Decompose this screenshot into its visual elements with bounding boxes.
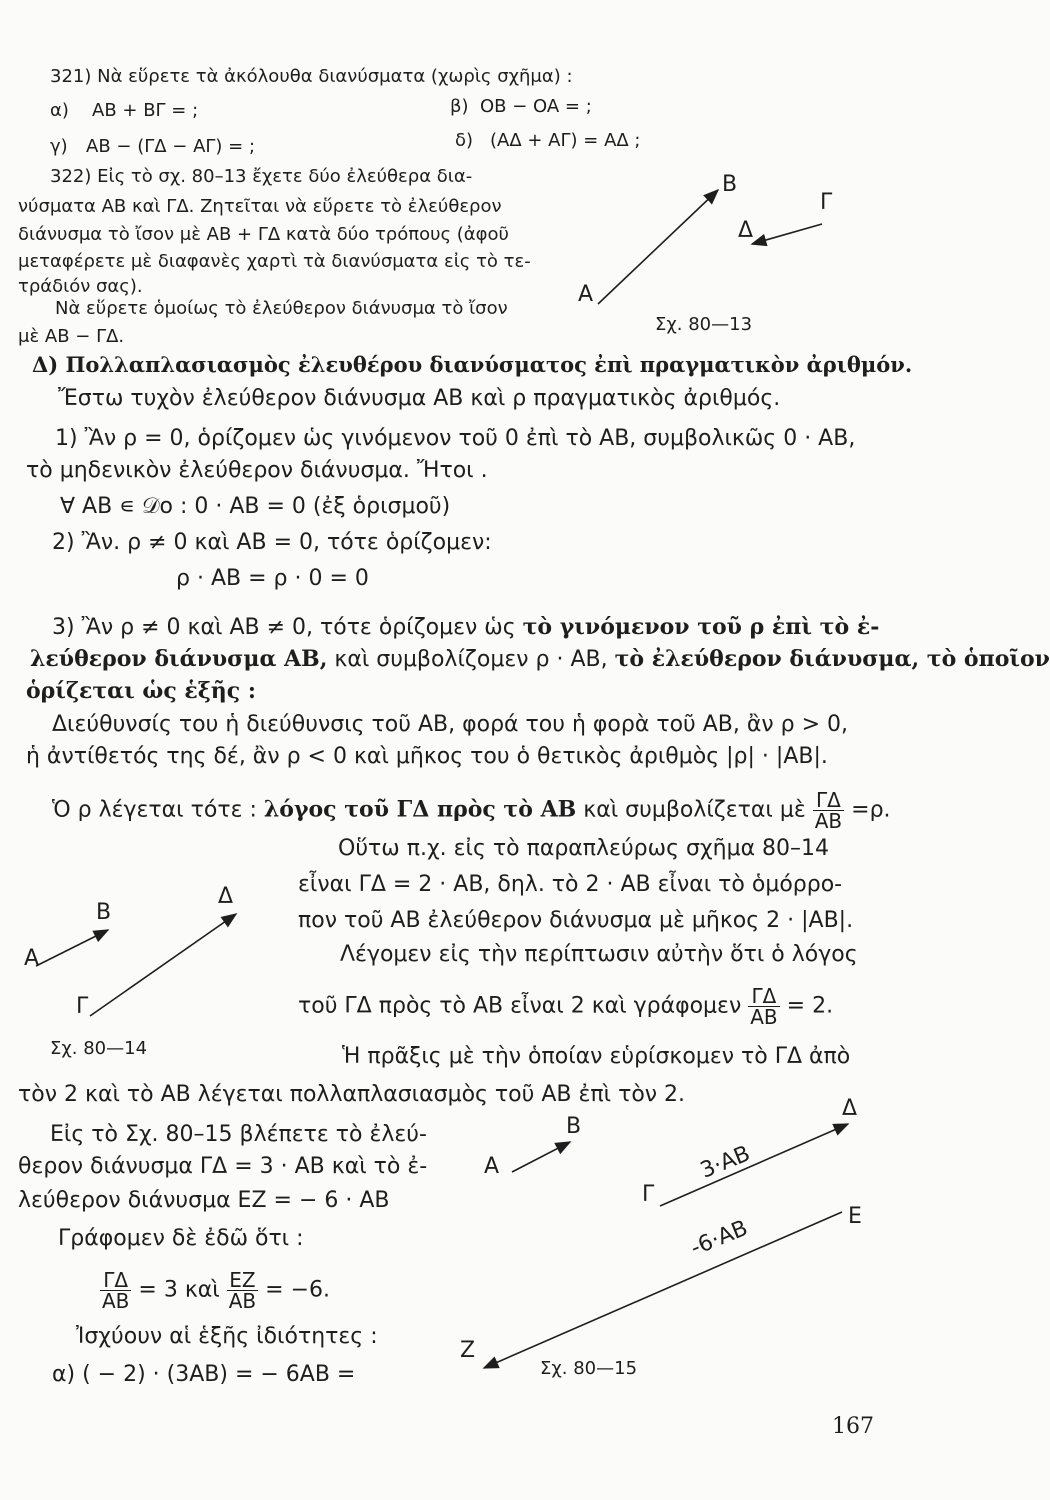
ex321-a-expr: AB + BΓ = ; [92, 100, 199, 121]
p2-formula: ρ · AB = ρ · 0 = 0 [176, 566, 369, 591]
fig14-label-g: Γ [76, 994, 89, 1019]
example-l8: Εἰς τὸ Σχ. 80–15 βλέπετε τὸ ἐλεύ- [50, 1122, 427, 1147]
fig15-label-z: Z [460, 1338, 476, 1363]
ex322-line5: τράδιόν σας). [18, 276, 143, 297]
example-l5-num: ΓΔ [748, 986, 779, 1007]
section-intro: Ἔστω τυχὸν ἐλεύθερον διάνυσμα AB καὶ ρ πραγματικὸς ἀριθμός. [58, 386, 781, 411]
fig15-label-a: A [484, 1154, 500, 1179]
f1-eq: = 3 καὶ [138, 1277, 220, 1303]
example-l3: πον τοῦ AB ἐλεύθερον διάνυσμα μὲ μῆκος 2 · |AB|. [298, 908, 854, 933]
ex322-line1: 322) Εἰς τὸ σχ. 80–13 ἔχετε δύο ἐλεύθερα δια- [50, 166, 473, 187]
example-l11: Γράφομεν δὲ ἐδῶ ὅτι : [58, 1226, 304, 1251]
ratio-line-b: λόγος τοῦ ΓΔ πρὸς τὸ AB [263, 796, 577, 823]
example-l12: Ἰσχύουν αἱ ἑξῆς ἰδιότητες : [76, 1324, 378, 1349]
example-l7: τὸν 2 καὶ τὸ AB λέγεται πολλαπλασιασμὸς τοῦ AB ἐπὶ τὸν 2. [18, 1082, 686, 1107]
fig15-vector-ez [484, 1212, 842, 1368]
example-l5-a: τοῦ ΓΔ πρὸς τὸ AB εἶναι 2 καὶ γράφομεν [298, 993, 742, 1019]
fig15-label-b: B [566, 1114, 582, 1139]
ratio-eq: =ρ. [851, 797, 891, 823]
ex322-line3: διάνυσμα τὸ ἴσον μὲ AB + ΓΔ κατὰ δύο τρόπους (ἀφοῦ [18, 224, 509, 245]
fig13-caption: Σχ. 80—13 [655, 314, 753, 335]
p2-line1: 2) Ἂν. ρ ≠ 0 καὶ AB = 0, τότε ὁρίζομεν: [52, 530, 492, 555]
p1-line1: 1) Ἂν ρ = 0, ὁρίζομεν ὡς γινόμενον τοῦ 0 ἐπὶ τὸ AB, συμβολικῶς 0 · AB, [55, 426, 856, 451]
ex321-d-label: δ) [455, 130, 474, 151]
fig13-label-d: Δ [738, 218, 754, 243]
example-l4: Λέγομεν εἰς τὴν περίπτωσιν αὐτὴν ὅτι ὁ λόγος [340, 942, 858, 967]
fig15-label-minus6ab: -6·AB [687, 1215, 752, 1262]
fig14-label-a: A [24, 946, 40, 971]
ex322-line2: νύσματα AB καὶ ΓΔ. Ζητεῖται νὰ εὕρετε τὸ ἐλεύθερον [18, 196, 502, 217]
fig14-label-d: Δ [218, 884, 234, 909]
example-l6: Ἡ πρᾶξις μὲ τὴν ὁποίαν εὑρίσκομεν τὸ ΓΔ ἀπὸ [342, 1044, 851, 1069]
ex321-intro: 321) Νὰ εὕρετε τὰ ἀκόλουθα διανύσματα (χωρὶς σχῆμα) : [50, 66, 573, 87]
fig15-label-g: Γ [642, 1182, 655, 1207]
p3-line3: ὁρίζεται ὡς ἑξῆς : [26, 678, 256, 704]
fig15-label-3ab: 3·AB [696, 1141, 754, 1184]
ratio-num: ΓΔ [813, 790, 844, 811]
ex322-line6: Νὰ εὕρετε ὁμοίως τὸ ἐλεύθερον διάνυσμα τὸ ἴσον [55, 298, 508, 319]
ex321-b-label: β) [450, 96, 469, 117]
example-l5-den: AB [750, 1005, 778, 1029]
fig15-caption: Σχ. 80—15 [540, 1358, 638, 1379]
section-heading: Δ) Πολλαπλασιασμὸς ἐλευθέρου διανύσματος ἐπὶ πραγματικὸν ἀριθμόν. [32, 352, 913, 377]
f2-num: EZ [227, 1270, 258, 1291]
example-l2: εἶναι ΓΔ = 2 · AB, δηλ. τὸ 2 · AB εἶναι τὸ ὁμόρρο- [298, 872, 843, 897]
fig13-label-b: B [722, 172, 738, 197]
fig14-label-b: B [96, 900, 112, 925]
ratio-line-a: Ὁ ρ λέγεται τότε : [52, 797, 257, 823]
ex321-c-expr: AB − (ΓΔ − AΓ) = ; [86, 136, 256, 157]
f2-den: AB [228, 1289, 257, 1313]
ratio-den: AB [814, 809, 843, 833]
fig14-caption: Σχ. 80—14 [50, 1038, 148, 1059]
fig13-label-a: A [578, 282, 594, 307]
ex322-line4: μεταφέρετε μὲ διαφανὲς χαρτὶ τὰ διανύσματα εἰς τὸ τε- [18, 251, 531, 272]
example-l13: α) ( − 2) · (3AB) = − 6AB = [52, 1362, 356, 1387]
p3-line2-a: λεύθερον διάνυσμα AB, [30, 646, 328, 672]
example-l1: Οὕτω π.χ. εἰς τὸ παραπλεύρως σχῆμα 80–14 [338, 836, 830, 861]
fig15-label-d: Δ [842, 1096, 858, 1121]
p1-formula: ∀ AB ∊ 𝒟o : 0 · AB = 0 (ἐξ ὁρισμοῦ) [60, 494, 451, 519]
p3-line2-c: τὸ ἐλεύθερον διάνυσμα, τὸ ὁποῖον [614, 646, 1050, 672]
ex321-b-expr: OB − OA = ; [480, 96, 592, 117]
p1-line2: τὸ μηδενικὸν ἐλεύθερον διάνυσμα. Ἤτοι . [26, 458, 488, 483]
ratio-line-c: καὶ συμβολίζεται μὲ [583, 797, 806, 823]
f1-num: ΓΔ [100, 1270, 131, 1291]
example-l10: λεύθερον διάνυσμα EZ = − 6 · AB [18, 1188, 390, 1213]
ex321-a-label: α) [50, 100, 69, 121]
f1-den: AB [102, 1289, 130, 1313]
p3-line4: Διεύθυνσίς του ἡ διεύθυνσις τοῦ AB, φορά του ἡ φορὰ τοῦ AB, ἂν ρ > 0, [52, 712, 849, 737]
p3-line1-a: 3) Ἂν ρ ≠ 0 καὶ AB ≠ 0, τότε ὁρίζομεν ὡς [52, 615, 516, 640]
page-number: 167 [832, 1414, 874, 1439]
p3-line5: ἡ ἀντίθετός της δέ, ἂν ρ < 0 καὶ μῆκος του ὁ θετικὸς ἀριθμὸς |ρ| · |AB|. [26, 744, 828, 769]
example-l5-eq: = 2. [786, 993, 834, 1019]
fig15-vector-ab [512, 1142, 570, 1172]
f2-eq: = −6. [265, 1277, 331, 1303]
p3-line2-b: καὶ συμβολίζομεν ρ · AB, [334, 647, 608, 672]
example-l9: θερον διάνυσμα ΓΔ = 3 · AB καὶ τὸ ἐ- [18, 1154, 428, 1179]
ex322-line7: μὲ AB − ΓΔ. [18, 326, 125, 347]
fig13-label-g: Γ [820, 190, 833, 215]
ex321-c-label: γ) [50, 136, 68, 157]
p3-line1-b: τὸ γινόμενον τοῦ ρ ἐπὶ τὸ ἐ- [522, 614, 880, 640]
ex321-d-expr: (AΔ + AΓ) = AΔ ; [490, 130, 641, 151]
fig15-label-e: E [848, 1204, 862, 1229]
